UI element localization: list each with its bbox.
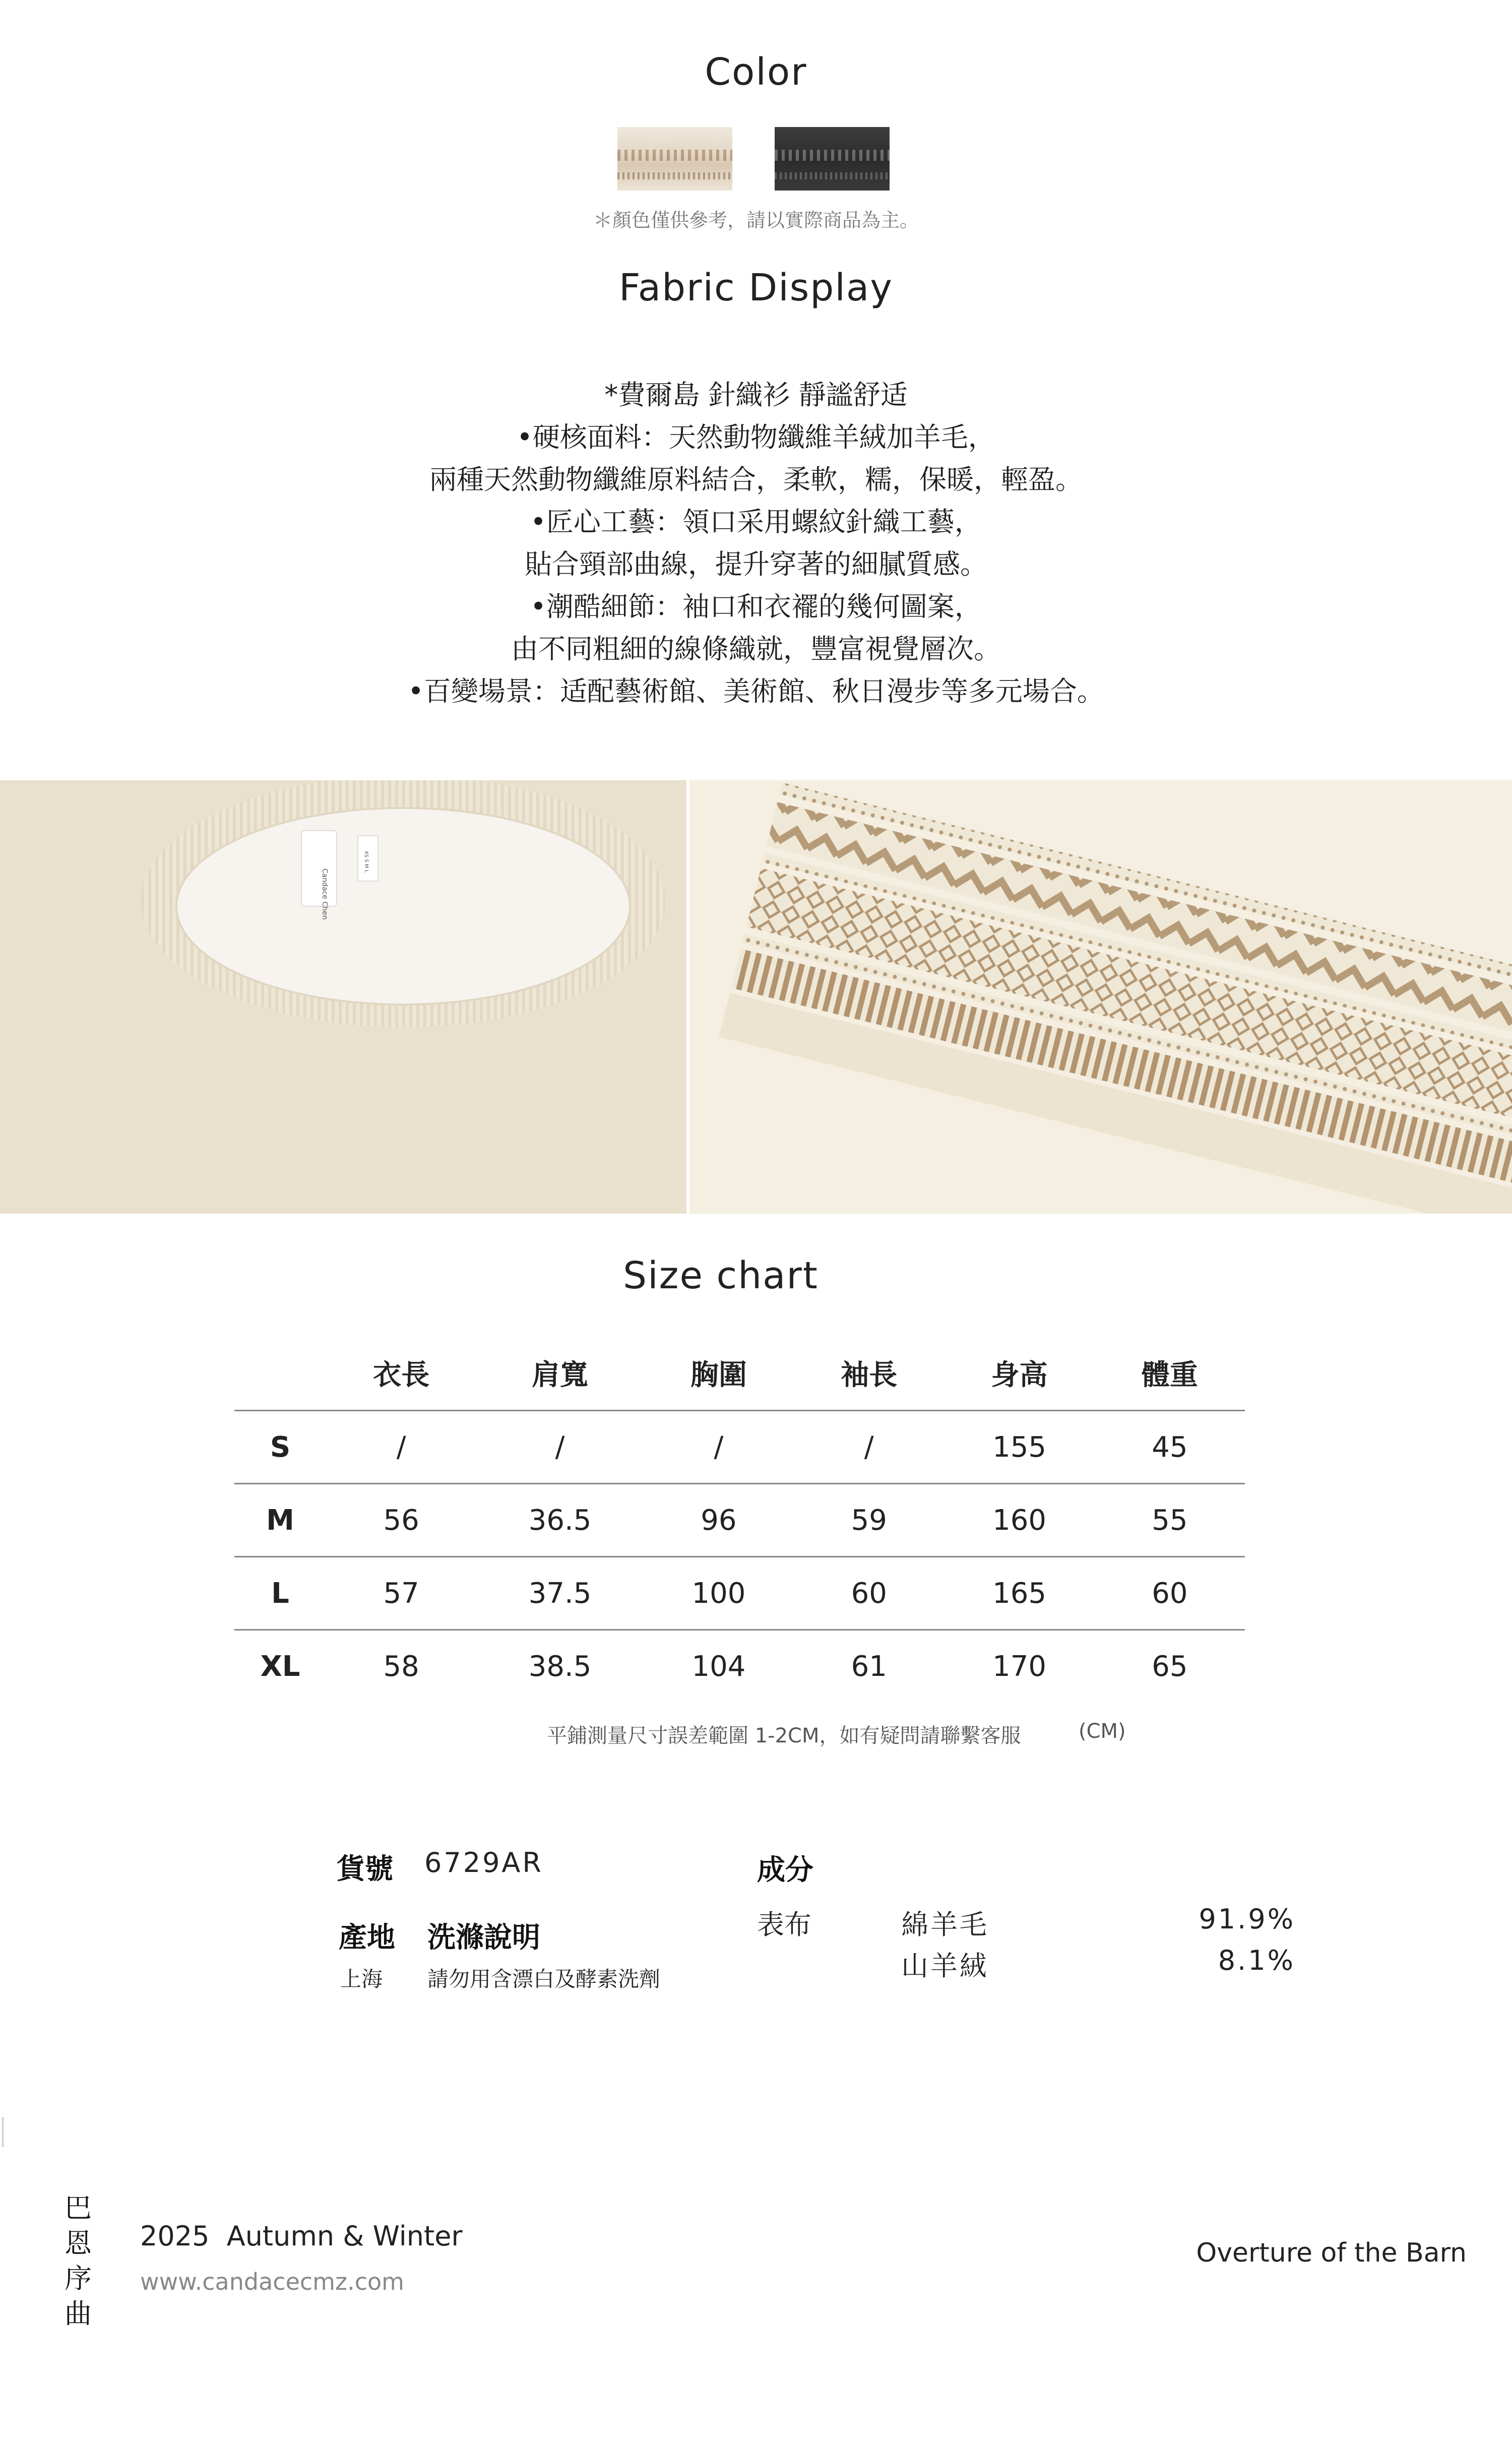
table-row xyxy=(234,1630,1245,1703)
table-cell: 165 xyxy=(944,1557,1094,1630)
col-header-weight: 體重 xyxy=(1141,1358,1198,1392)
sku-label: 貨號 xyxy=(337,1853,393,1886)
desc-line: •百變場景：适配藝術館、美術館、秋日漫步等多元場合。 xyxy=(408,675,1104,707)
brand-char: 恩 xyxy=(65,2227,92,2259)
desc-line: 由不同粗細的線條織就，豐富視覺層次。 xyxy=(511,633,1001,665)
table-row xyxy=(234,1484,1245,1557)
table-cell: 57 xyxy=(326,1557,476,1630)
color-title: Color xyxy=(705,50,807,94)
col-header-height: 身高 xyxy=(991,1358,1048,1392)
desc-line: *費爾島 針織衫 靜謐舒适 xyxy=(604,379,908,411)
table-cell: / xyxy=(794,1411,944,1484)
table-cell: / xyxy=(644,1411,794,1484)
desc-line: •匠心工藝：領口采用螺紋針織工藝， xyxy=(530,506,982,538)
material-percent: 8.1% xyxy=(1218,1945,1295,1976)
charcoal-swatch[interactable] xyxy=(775,127,890,191)
brand-vertical xyxy=(63,2190,93,2332)
table-cell: 170 xyxy=(944,1630,1094,1703)
desc-line: •潮酷細節：袖口和衣襬的幾何圖案， xyxy=(530,591,982,622)
desc-line: 貼合頸部曲線，提升穿著的細膩質感。 xyxy=(525,548,987,580)
col-header-shoulder: 肩寬 xyxy=(532,1358,589,1392)
table-cell: / xyxy=(476,1411,643,1484)
material-name: 山羊絨 xyxy=(901,1950,989,1982)
size-label: L xyxy=(234,1557,326,1630)
light-beige-swatch[interactable] xyxy=(617,127,732,191)
size-table-header-row xyxy=(234,1336,1245,1411)
table-cell: 45 xyxy=(1095,1411,1245,1484)
table-cell: 60 xyxy=(794,1557,944,1630)
desc-line: 兩種天然動物纖維原料結合，柔軟，糯，保暖，輕盈。 xyxy=(429,464,1083,495)
table-cell: 160 xyxy=(944,1484,1094,1557)
wash-value: 請勿用含漂白及酵素洗劑 xyxy=(427,1967,661,1991)
table-cell: 60 xyxy=(1095,1557,1245,1630)
composition-label: 成分 xyxy=(757,1854,813,1887)
size-unit: (CM) xyxy=(1079,1720,1126,1743)
brand-char: 曲 xyxy=(65,2298,92,2330)
origin-value: 上海 xyxy=(340,1967,383,1991)
collar-detail-photo xyxy=(0,780,686,1214)
material-name: 綿羊毛 xyxy=(901,1909,989,1941)
table-cell: 104 xyxy=(644,1630,794,1703)
label-brand-text: Candace Chen xyxy=(321,868,329,920)
size-note: 平鋪測量尺寸誤差範圍 1-2CM，如有疑問請聯繫客服 xyxy=(547,1724,1021,1747)
brand-char: 序 xyxy=(65,2263,92,2294)
footer-divider xyxy=(2,2117,4,2147)
fabric-label: 表布 xyxy=(757,1909,811,1941)
size-label: M xyxy=(234,1484,326,1557)
brand-char: 巴 xyxy=(65,2192,92,2224)
label-size-text: XS S M L xyxy=(363,851,369,873)
size-table xyxy=(234,1336,1245,1702)
table-cell: 59 xyxy=(794,1484,944,1557)
table-row xyxy=(234,1411,1245,1484)
hem-pattern-photo xyxy=(689,780,1512,1214)
table-cell: 36.5 xyxy=(476,1484,643,1557)
sku-value: 6729AR xyxy=(424,1847,543,1879)
table-cell: / xyxy=(326,1411,476,1484)
table-cell: 155 xyxy=(944,1411,1094,1484)
size-col-header-blank xyxy=(234,1336,326,1411)
season-text: 2025 Autumn & Winter xyxy=(140,2220,463,2252)
size-label: S xyxy=(234,1411,326,1484)
table-cell: 100 xyxy=(644,1557,794,1630)
collar-illustration xyxy=(0,780,686,1214)
col-header-sleeve: 袖長 xyxy=(841,1358,898,1392)
table-row xyxy=(234,1557,1245,1630)
table-cell: 65 xyxy=(1095,1630,1245,1703)
size-label: XL xyxy=(234,1630,326,1703)
collection-name: Overture of the Barn xyxy=(1196,2238,1467,2268)
table-cell: 56 xyxy=(326,1484,476,1557)
table-cell: 61 xyxy=(794,1630,944,1703)
website-link[interactable]: www.candacecmz.com xyxy=(140,2268,404,2295)
hem-illustration xyxy=(689,780,1512,1214)
table-cell: 37.5 xyxy=(476,1557,643,1630)
table-cell: 55 xyxy=(1095,1484,1245,1557)
desc-line: •硬核面料：天然動物纖維羊絨加羊毛， xyxy=(517,421,995,453)
wash-label: 洗滌說明 xyxy=(427,1921,540,1954)
table-cell: 96 xyxy=(644,1484,794,1557)
size-chart-title: Size chart xyxy=(623,1254,818,1297)
col-header-chest: 胸圍 xyxy=(690,1358,747,1392)
fabric-title: Fabric Display xyxy=(618,266,894,309)
color-note: ＊顏色僅供參考，請以實際商品為主。 xyxy=(593,209,919,231)
fabric-description xyxy=(0,374,1512,713)
material-percent: 91.9% xyxy=(1199,1903,1295,1935)
table-cell: 38.5 xyxy=(476,1630,643,1703)
origin-label: 產地 xyxy=(339,1921,395,1954)
col-header-length: 衣長 xyxy=(373,1358,430,1392)
table-cell: 58 xyxy=(326,1630,476,1703)
